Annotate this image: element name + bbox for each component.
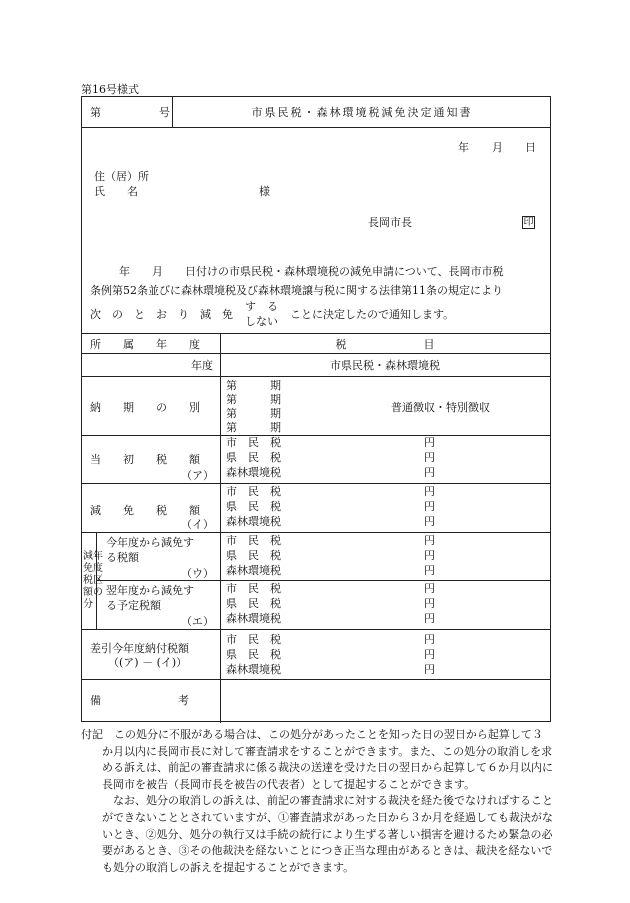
next-year-label-2: る予定税額: [106, 599, 161, 612]
option-shinai: しない: [245, 315, 278, 328]
split-label-2: 免度: [83, 563, 103, 574]
reduction-tax-label: 減 免 税 額: [90, 504, 200, 517]
notice-form: [81, 96, 551, 722]
initial-pref: 県 民 税: [226, 451, 281, 464]
period-3: 第 期: [226, 407, 281, 420]
yen-mark: 円: [424, 663, 435, 676]
period-1: 第 期: [226, 379, 281, 392]
period-2: 第 期: [226, 393, 281, 406]
document-title: 市県民税・森林環境税減免決定通知書: [251, 106, 473, 119]
date-year: 年: [458, 141, 469, 154]
yen-mark: 円: [424, 648, 435, 661]
next-forest: 森林環境税: [226, 612, 281, 625]
split-label-5: 分: [83, 599, 93, 610]
difference-city: 市 民 税: [226, 633, 281, 646]
current-forest: 森林環境税: [226, 564, 281, 577]
next-pref: 県 民 税: [226, 597, 281, 610]
split-label-1: 減年: [83, 551, 103, 562]
difference-forest: 森林環境税: [226, 663, 281, 676]
difference-pref: 県 民 税: [226, 648, 281, 661]
header-go: 号: [159, 106, 170, 119]
yen-mark: 円: [424, 549, 435, 562]
tax-name: 市県民税・森林環境税: [330, 359, 440, 372]
yen-mark: 円: [424, 564, 435, 577]
next-year-mark: （エ）: [181, 615, 214, 628]
tax-item-header: 税 目: [335, 338, 435, 351]
year-label: 年度: [191, 359, 213, 372]
remarks-label: 備 考: [90, 694, 189, 707]
current-pref: 県 民 税: [226, 549, 281, 562]
current-year-mark: （ウ）: [181, 567, 214, 580]
note-paragraph-2: なお、処分の取消しの訴えは、前記の審査請求に対する裁決を経た後でなければすることができないこととされていますが、①審査請求があった日から３か月を経過しても裁決がないとき、②処分、処分の執行又は手続の続行により生ずる著しい損害を避けるため緊急の必要があるとき、③その他裁決を経ないことにつき正当な理由があるときは、裁決を経ないでも処分の取消しの訴えを提起することができます。: [102, 794, 553, 874]
current-city: 市 民 税: [226, 534, 281, 547]
initial-city: 市 民 税: [226, 436, 281, 449]
date-month: 月: [492, 141, 503, 154]
next-city: 市 民 税: [226, 582, 281, 595]
yen-mark: 円: [424, 485, 435, 498]
current-year-label-2: る税額: [106, 551, 139, 564]
difference-label-2: （(ア) － (イ)）: [108, 656, 188, 669]
collection-method: 普通徴収・特別徴収: [391, 401, 490, 414]
honorific-sama: 様: [259, 185, 270, 198]
yen-mark: 円: [424, 534, 435, 547]
header-dai: 第: [90, 106, 101, 119]
period-4: 第 期: [226, 421, 281, 434]
date-day: 日: [525, 141, 536, 154]
yen-mark: 円: [424, 633, 435, 646]
option-suru: す る: [245, 300, 278, 313]
mayor-name: 長岡市長: [368, 216, 412, 229]
yen-mark: 円: [424, 612, 435, 625]
initial-tax-label: 当 初 税 額: [90, 453, 200, 466]
form-number: 第16号様式: [81, 83, 139, 96]
reduction-tax-mark: （イ）: [181, 518, 214, 531]
reduction-pref: 県 民 税: [226, 500, 281, 513]
current-year-label-1: 今年度から減免す: [106, 536, 194, 549]
body-line-3-right: ことに決定したので通知します。: [290, 308, 455, 321]
yen-mark: 円: [424, 515, 435, 528]
address-label: 住（居）所: [94, 170, 149, 183]
notes: [81, 727, 553, 876]
initial-forest: 森林環境税: [226, 466, 281, 479]
note-paragraph-1: 付記 この処分に不服がある場合は、この処分があったことを知った日の翌日から起算して３か月以内に長岡市長に対して審査請求をすることができます。また、この処分の取消しを求める訴えは、前記の審査請求に係る裁決の送達を受けた日の翌日から起算して６か月以内に長岡市を被告（長岡市長を被告の代表者）として提起することができます。: [81, 728, 553, 791]
yen-mark: 円: [424, 597, 435, 610]
fiscal-year-header: 所 属 年 度: [90, 338, 200, 351]
body-line-1: 年 月 日付けの市県民税・森林環境税の減免申請について、長岡市市税: [119, 265, 504, 278]
split-label-4: 額の: [83, 587, 103, 598]
yen-mark: 円: [424, 466, 435, 479]
reduction-city: 市 民 税: [226, 485, 281, 498]
difference-label-1: 差引今年度納付税額: [90, 642, 189, 655]
yen-mark: 円: [424, 582, 435, 595]
yen-mark: 円: [424, 451, 435, 464]
reduction-forest: 森林環境税: [226, 515, 281, 528]
body-line-3-left: 次 の と お り 減 免: [90, 308, 233, 321]
body-line-2: 条例第52条並びに森林環境税及び森林環境譲与税に関する法律第11条の規定により: [90, 284, 503, 297]
initial-tax-mark: （ア）: [181, 469, 214, 482]
yen-mark: 円: [424, 500, 435, 513]
next-year-label-1: 翌年度から減免す: [106, 584, 194, 597]
split-label-3: 税区: [83, 575, 103, 586]
seal-stamp: 印: [523, 217, 534, 228]
payment-period-label: 納 期 の 別: [90, 401, 200, 414]
name-label: 氏 名: [94, 185, 138, 198]
yen-mark: 円: [424, 436, 435, 449]
